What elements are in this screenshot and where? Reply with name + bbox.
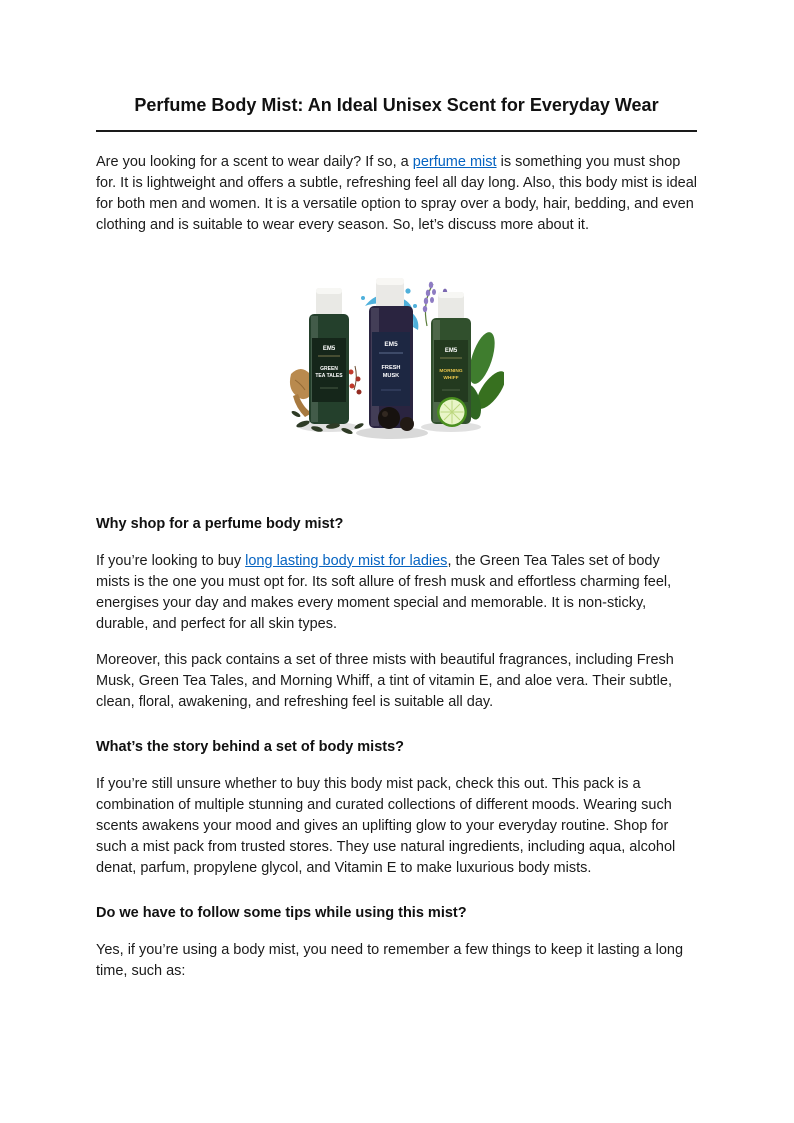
paragraph: If you’re looking to buy long lasting body mist for ladies, the Green Tea Tales set of body mists is the one you must opt for. Its soft allure of fresh musk and effortless charming feel, energises your day and makes every moment special and memorable. It is non-sticky, durable, and perfect for all skin types.	[96, 552, 672, 632]
brand-text: EM5	[444, 347, 458, 354]
bottle-green-tea-tales	[309, 288, 349, 424]
bottle-name-line1: FRESH	[381, 364, 401, 371]
paragraph: If you’re still unsure whether to buy this body mist pack, check this out. This pack is a combination of multiple stunning and curated collections of different moods. Wearing such scents awakens your mood and gives an uplifting glow to your everyday routine. Shop for such a mist pack from trusted stores. They use natural ingredients, including aqua, alcohol denat, parfum, propylene glycol, and Vitamin E to make luxurious body mists.	[96, 775, 676, 876]
berry-decoration	[349, 366, 362, 395]
article-body	[96, 132, 697, 982]
paragraph: Yes, if you’re using a body mist, you need to remember a few things to keep it lasting a long time, such as:	[96, 941, 684, 979]
paragraph: Are you looking for a scent to wear daily? If so, a perfume mist is something you must shop for. It is lightweight and offers a subtle, refreshing feel all day long. Also, this body mist is ideal for both men and women. It is a versatile option to spray over a body, hair, bedding, and even clothing and is suitable to wear every season. So, let’s discuss more about it.	[96, 153, 697, 233]
paragraph: Moreover, this pack contains a set of three mists with beautiful fragrances, including Fresh Musk, Green Tea Tales, and Morning Whiff, a tint of vitamin E, and aloe vera. Their subtle, clean, floral, awakening, and refreshing feel is suitable all day.	[96, 651, 674, 710]
brand-text: EM5	[322, 345, 336, 352]
product-image	[289, 276, 504, 456]
section-heading: Do we have to follow some tips while using this mist?	[96, 904, 467, 921]
bottle-name-line1: MORNING	[439, 368, 463, 374]
inline-link[interactable]: perfume mist	[412, 153, 497, 170]
lime-slice-decoration	[437, 397, 467, 427]
section-heading: What’s the story behind a set of body mists?	[96, 738, 405, 755]
inline-link[interactable]: long lasting body mist for ladies	[245, 552, 448, 569]
bottle-name-line2: MUSK	[382, 372, 400, 379]
article-title: Perfume Body Mist: An Ideal Unisex Scent for Everyday Wear	[134, 95, 659, 115]
bottle-name-line2: TEA TALES	[315, 372, 343, 379]
brand-text: EM5	[384, 340, 398, 348]
bottle-name-line1: GREEN	[320, 365, 338, 372]
bottle-name-line2: WHIFF	[443, 375, 459, 381]
section-heading: Why shop for a perfume body mist?	[96, 515, 344, 532]
product-image-canvas	[289, 276, 504, 456]
